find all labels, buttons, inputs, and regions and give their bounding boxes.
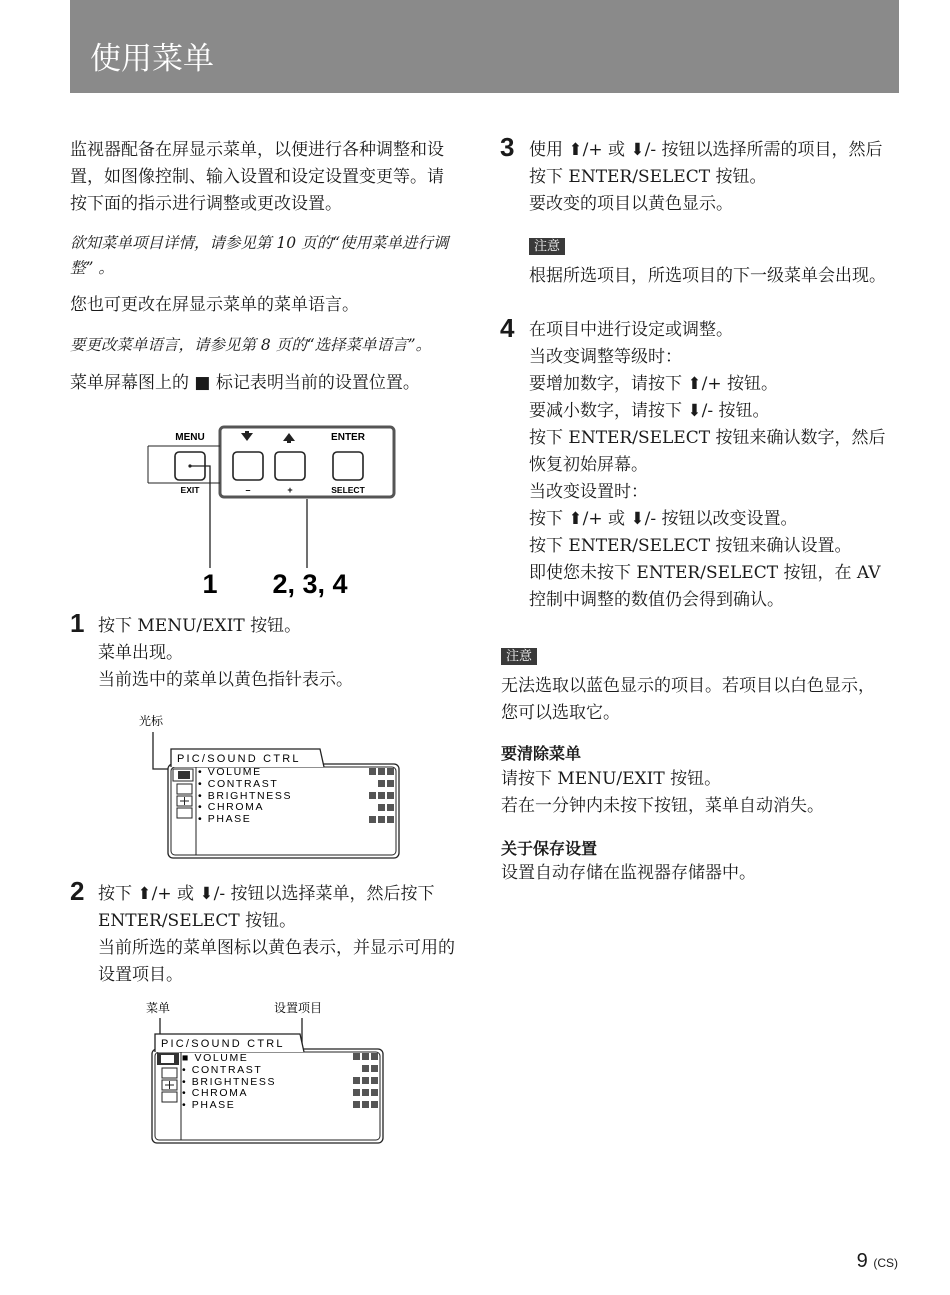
step-2-number: 2 (70, 876, 85, 906)
page-number (857, 1250, 898, 1273)
step-4-line-4: 要减小数字，请按下 ⬇/- 按钮。 (529, 401, 770, 421)
page-number-value: 9 (856, 1250, 868, 1272)
step-4-line-6: 恢复初始屏幕。 (529, 455, 648, 475)
callout-1: 1 (202, 569, 218, 599)
step-3-number: 3 (500, 132, 515, 162)
up-arrow-stem (287, 439, 291, 443)
plus-button (275, 452, 305, 480)
osd-screen-2 (140, 996, 390, 1148)
intro-line-1: 监视器配备在屏显示菜单，以便进行各种调整和设 (70, 140, 444, 160)
osd1-item-brightness: • BRIGHTNESS (198, 790, 293, 802)
note-badge-1: 注意 (529, 238, 565, 255)
menu-callout-label: 菜单 (146, 1001, 171, 1015)
save-settings-heading: 关于保存设置 (501, 839, 598, 858)
marker-text: 菜单屏幕图上的 ■ 标记表明当前的设置位置。 (70, 373, 420, 393)
step-2-line-4: 设置项目。 (98, 965, 183, 985)
select-label: SELECT (331, 485, 365, 495)
intro-line-2: 置，如图像控制、输入设置和设定设置变更等。请 (70, 167, 444, 187)
osd1-item-chroma: • CHROMA (198, 801, 265, 813)
control-panel-diagram (140, 420, 410, 605)
pic-sound-icon-selected (161, 1055, 174, 1063)
step-1-line-2: 菜单出现。 (98, 643, 183, 663)
note-2-line-2: 您可以选取它。 (501, 703, 620, 723)
step-4-line-1: 在项目中进行设定或调整。 (529, 320, 733, 340)
osd2-item-volume: ■ VOLUME (182, 1052, 249, 1064)
minus-button (233, 452, 263, 480)
ref-note-2: 要更改菜单语言，请参见第 8 页的“选择菜单语言”。 (70, 336, 432, 354)
note-badge-2: 注意 (501, 648, 537, 665)
step-3-line-2: 按下 ENTER/SELECT 按钮。 (529, 167, 767, 187)
osd1-item-phase: • PHASE (198, 813, 252, 825)
step-1-line-1: 按下 MENU/EXIT 按钮。 (98, 616, 302, 636)
pic-sound-icon (178, 771, 190, 779)
ref-note-1b: 整” 。 (70, 259, 114, 277)
minus-label: – (245, 485, 251, 495)
callout-2-3-4: 2, 3, 4 (272, 569, 348, 599)
language-text: 您也可更改在屏显示菜单的菜单语言。 (70, 295, 359, 315)
step-1-line-3: 当前选中的菜单以黄色指针表示。 (98, 670, 353, 690)
cursor-label: 光标 (139, 714, 164, 728)
osd2-item-chroma: • CHROMA (182, 1087, 249, 1099)
ref-note-1a: 欲知菜单项目详情，请参见第 10 页的“使用菜单进行调 (70, 234, 449, 252)
cursor-callout-line (153, 732, 173, 769)
header-bar (70, 0, 899, 93)
osd1-item-volume: • VOLUME (198, 766, 262, 778)
step-2-line-1: 按下 ⬆/+ 或 ⬇/- 按钮以选择菜单，然后按下 (98, 884, 435, 904)
step-2-line-3: 当前所选的菜单图标以黄色表示，并显示可用的 (98, 938, 455, 958)
osd2-item-contrast: • CONTRAST (182, 1064, 263, 1076)
items-callout-label: 设置项目 (274, 1001, 323, 1015)
clear-menu-line-2: 若在一分钟内未按下按钮，菜单自动消失。 (501, 796, 824, 816)
osd2-item-brightness: • BRIGHTNESS (182, 1076, 277, 1088)
osd2-tab-title: PIC/SOUND CTRL (161, 1038, 285, 1050)
note-1-text: 根据所选项目，所选项目的下一级菜单会出现。 (529, 266, 886, 286)
page-language-code: (CS) (873, 1256, 898, 1270)
step-4-line-8: 按下 ⬆/+ 或 ⬇/- 按钮以改变设置。 (529, 509, 798, 529)
enter-label: ENTER (331, 432, 365, 443)
exit-label: EXIT (180, 485, 200, 495)
save-settings-text: 设置自动存储在监视器存储器中。 (501, 863, 756, 883)
step-4-line-10: 即使您未按下 ENTER/SELECT 按钮，在 AV (529, 563, 881, 583)
osd2-item-phase: • PHASE (182, 1099, 236, 1111)
intro-line-3: 按下面的指示进行调整或更改设置。 (70, 194, 342, 214)
osd-tab-title: PIC/SOUND CTRL (177, 753, 301, 765)
osd-screen-1 (135, 710, 405, 862)
callout-line-1 (190, 466, 210, 568)
step-4-line-7: 当改变设置时： (529, 482, 648, 502)
clear-menu-line-1: 请按下 MENU/EXIT 按钮。 (501, 769, 722, 789)
step-4-line-11: 控制中调整的数值仍会得到确认。 (529, 590, 784, 610)
menu-label: MENU (175, 432, 205, 443)
step-3-line-1: 使用 ⬆/+ 或 ⬇/- 按钮以选择所需的项目，然后 (529, 140, 883, 160)
clear-menu-heading: 要清除菜单 (501, 744, 582, 763)
step-4-line-9: 按下 ENTER/SELECT 按钮来确认设置。 (529, 536, 852, 556)
step-3-line-3: 要改变的项目以黄色显示。 (529, 194, 733, 214)
down-arrow-stem (245, 431, 249, 435)
step-4-line-3: 要增加数字，请按下 ⬆/+ 按钮。 (529, 374, 779, 394)
step-4-line-2: 当改变调整等级时： (529, 347, 682, 367)
osd1-item-contrast: • CONTRAST (198, 778, 279, 790)
step-4-line-5: 按下 ENTER/SELECT 按钮来确认数字，然后 (529, 428, 886, 448)
page-title: 使用菜单 (90, 41, 214, 77)
step-1-number: 1 (70, 608, 85, 638)
step-4-number: 4 (500, 313, 515, 343)
note-2-line-1: 无法选取以蓝色显示的项目。若项目以白色显示， (501, 676, 875, 696)
enter-select-button (333, 452, 363, 480)
step-2-line-2: ENTER/SELECT 按钮。 (98, 911, 297, 931)
plus-label: + (287, 485, 293, 495)
